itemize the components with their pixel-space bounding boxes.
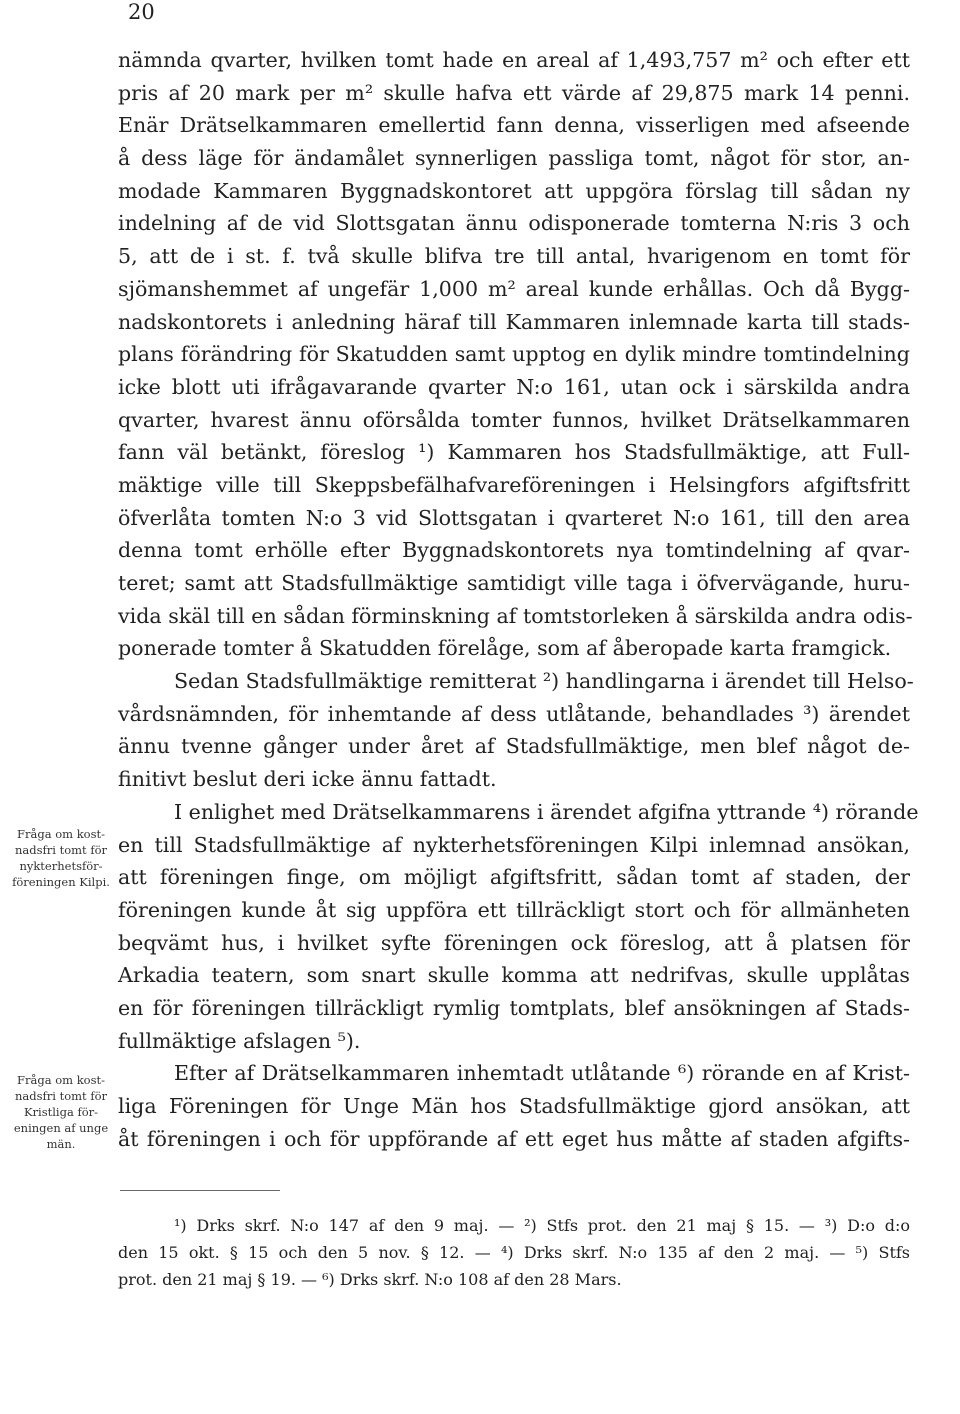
text-line: åt föreningen i och för uppförande af ett eget hus måtte af staden afgifts-	[118, 1126, 910, 1151]
text-line: modade Kammaren Byggnadskontoret att uppgöra förslag till sådan ny	[118, 178, 910, 203]
text-line: en för föreningen tillräckligt rymlig tomtplats, blef ansökningen af Stads-	[118, 995, 910, 1020]
text-line: Efter af Drätselkammaren inhemtadt utlåtande ⁶) rörande en af Krist-	[174, 1061, 910, 1086]
footnote-line: den 15 okt. § 15 och den 5 nov. § 12. — ⁴) Drks skrf. N:o 135 af den 2 maj. — ⁵) Stfs	[118, 1243, 910, 1262]
text-line: indelning af de vid Slottsgatan ännu odisponerade tomterna N:ris 3 och	[118, 211, 910, 236]
text-line: fann väl betänkt, föreslog ¹) Kammaren hos Stadsfullmäktige, att Full-	[118, 440, 910, 465]
text-line: vårdsnämnden, för inhemtande af dess utlåtande, behandlades ³) ärendet	[118, 701, 910, 726]
text-line: plans förändring för Skatudden samt upptog en dylik mindre tomtindelning	[118, 342, 910, 367]
text-line: Arkadia teatern, som snart skulle komma att nedrifvas, skulle upplåtas	[118, 963, 910, 988]
text-line: Sedan Stadsfullmäktige remitterat ²) handlingarna i ärendet till Helso-	[174, 669, 914, 694]
footnote-line: prot. den 21 maj § 19. — ⁶) Drks skrf. N:o 108 af den 28 Mars.	[118, 1270, 622, 1289]
text-line: föreningen kunde åt sig uppföra ett tillräckligt stort och för allmänheten	[118, 897, 910, 922]
text-line: pris af 20 mark per m² skulle hafva ett värde af 29,875 mark 14 penni.	[118, 80, 910, 105]
text-line: beqvämt hus, i hvilket syfte föreningen ock föreslog, att å platsen för	[118, 930, 910, 955]
text-line: I enlighet med Drätselkammarens i ärendet afgifna yttrande ⁴) rörande	[174, 799, 919, 824]
text-line: ännu tvenne gånger under året af Stadsfullmäktige, men blef något de-	[118, 734, 910, 759]
footnote-line: ¹) Drks skrf. N:o 147 af den 9 maj. — ²) Stfs prot. den 21 maj § 15. — ³) D:o d:o	[174, 1216, 910, 1235]
text-line: denna tomt erhölle efter Byggnadskontorets nya tomtindelning af qvar-	[118, 538, 910, 563]
margin-note-kilpi: Fråga om kost-nadsfri tomt för nykterhetsför-föreningen Kilpi.	[12, 827, 110, 889]
page-number: 20	[128, 0, 155, 24]
footnotes	[118, 1212, 910, 1293]
text-line: öfverlåta tomten N:o 3 vid Slottsgatan i qvarteret N:o 161, till den area	[118, 505, 910, 530]
text-line: 5, att de i st. f. två skulle blifva tre till antal, hvarigenom en tomt för	[118, 244, 910, 269]
text-line: qvarter, hvarest ännu oförsålda tomter funnos, hvilket Drätselkammaren	[118, 407, 910, 432]
text-line: att föreningen finge, om möjligt afgiftsfritt, sådan tomt af staden, der	[118, 865, 910, 890]
text-line: icke blott uti ifrågavarande qvarter N:o 161, utan ock i särskilda andra	[118, 374, 910, 399]
text-line: sjömanshemmet af ungefär 1,000 m² areal kunde erhållas. Och då Bygg-	[118, 276, 910, 301]
text-line: fullmäktige afslagen ⁵).	[118, 1028, 361, 1053]
text-line: å dess läge för ändamålet synnerligen passliga tomt, något för stor, an-	[118, 146, 910, 171]
footnote-divider	[120, 1190, 280, 1191]
text-line: finitivt beslut deri icke ännu fattadt.	[118, 767, 497, 792]
text-line: vida skäl till en sådan förminskning af tomtstorleken å särskilda andra odis-	[118, 603, 913, 628]
margin-note-kristliga: Fråga om kost-nadsfri tomt för Kristliga för-eningen af unge män.	[13, 1073, 109, 1151]
text-line: nämnda qvarter, hvilken tomt hade en areal af 1,493,757 m² och efter ett	[118, 48, 910, 72]
text-line: teret; samt att Stadsfullmäktige samtidigt ville taga i öfvervägande, huru-	[118, 571, 910, 595]
text-line: nadskontorets i anledning häraf till Kammaren inlemnade karta till stads-	[118, 309, 910, 334]
text-line: liga Föreningen för Unge Män hos Stadsfullmäktige gjord ansökan, att	[118, 1094, 910, 1118]
text-line: ponerade tomter å Skatudden förelåge, som af åberopade karta framgick.	[118, 636, 892, 661]
text-line: en till Stadsfullmäktige af nykterhetsföreningen Kilpi inlemnad ansökan,	[118, 832, 910, 857]
body-text	[118, 44, 919, 1155]
text-line: mäktige ville till Skeppsbefälhafvareföreningen i Helsingfors afgiftsfritt	[118, 472, 910, 497]
text-line: Enär Drätselkammaren emellertid fann denna, visserligen med afseende	[118, 113, 910, 138]
